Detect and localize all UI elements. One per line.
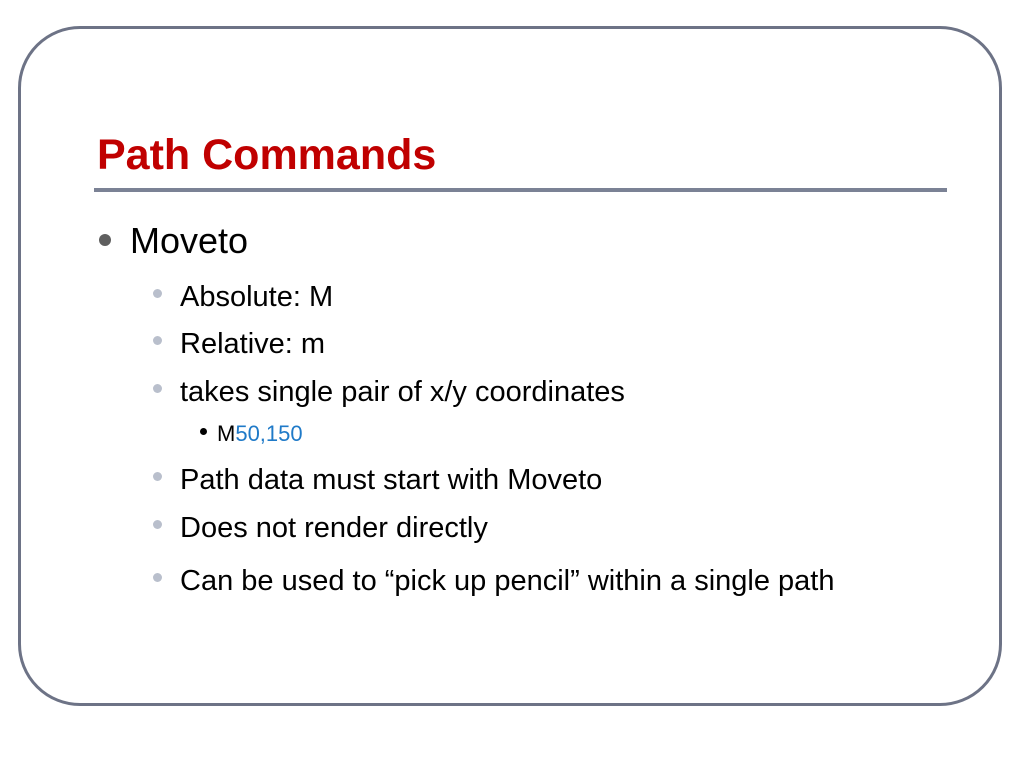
level3-bullet-icon <box>200 428 207 435</box>
level2-bullet-icon <box>153 472 162 481</box>
example-values: 50,150 <box>235 421 303 446</box>
level1-bullet-icon <box>99 234 111 246</box>
level2-bullet-icon <box>153 573 162 582</box>
bullet-start-rule <box>153 461 602 499</box>
bullet-render-text: Does not render directly <box>180 512 488 544</box>
bullet-level1-text: Moveto <box>130 220 249 261</box>
title-divider <box>94 188 947 192</box>
bullet-pick-up-text: Can be used to “pick up pencil” within a single path <box>180 565 835 597</box>
bullet-coordinates-text: takes single pair of x/y coordinates <box>180 376 625 408</box>
bullet-example <box>200 420 303 448</box>
level2-bullet-icon <box>153 520 162 529</box>
bullet-absolute <box>153 278 333 316</box>
bullet-relative <box>153 325 325 363</box>
slide-title: Path Commands <box>97 131 437 179</box>
bullet-absolute-text: Absolute: M <box>180 281 334 313</box>
level2-bullet-icon <box>153 336 162 345</box>
bullet-start-rule-text: Path data must start with Moveto <box>180 464 603 496</box>
bullet-level1-moveto <box>99 217 248 265</box>
level2-bullet-icon <box>153 384 162 393</box>
bullet-relative-text: Relative: m <box>180 328 326 360</box>
example-prefix: M <box>217 421 236 446</box>
bullet-render <box>153 509 488 547</box>
level2-bullet-icon <box>153 289 162 298</box>
bullet-coordinates <box>153 373 625 411</box>
